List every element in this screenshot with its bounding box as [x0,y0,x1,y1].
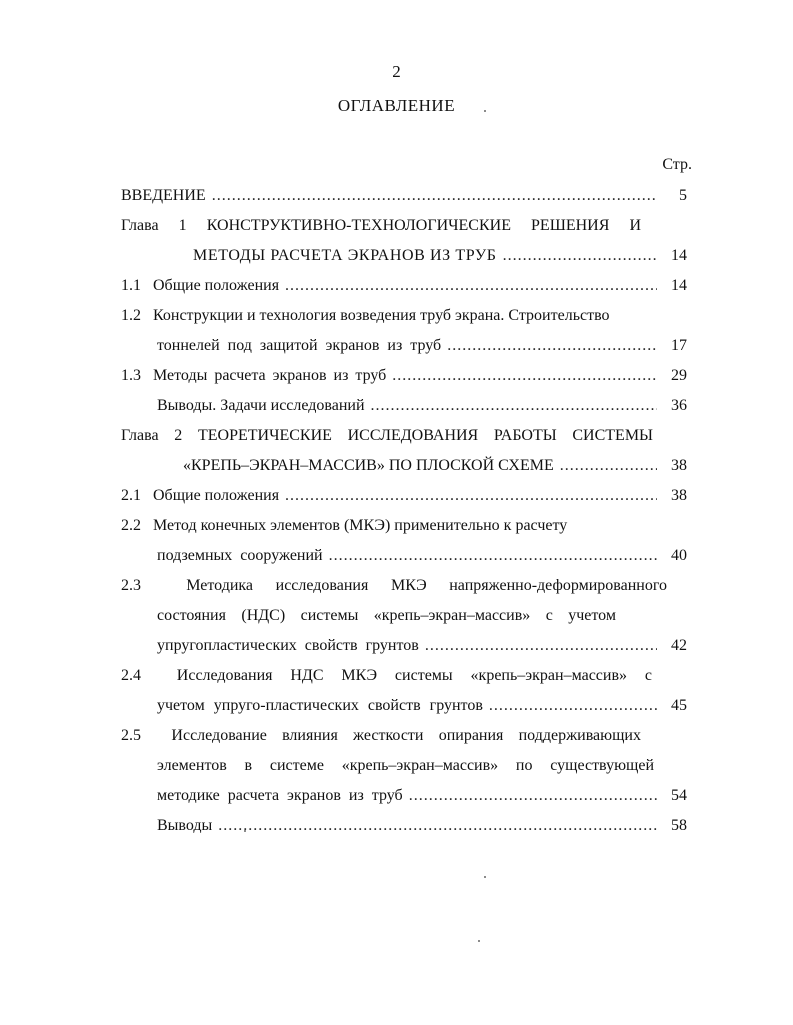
toc-entry-page: 45 [671,697,687,714]
toc-entry-1-3[interactable] [121,366,687,386]
toc-entry-2-1[interactable] [121,486,687,506]
toc-entry-page: 14 [671,277,687,294]
toc-entry-1-2-line2[interactable] [157,336,687,356]
scan-speck [484,110,486,112]
toc-entry-label: Выводы. Задачи исследований [157,397,365,414]
toc-entry-1-1[interactable] [121,276,687,296]
toc-entry-line1: Исследование влияния жесткости опирания поддерживающих [171,727,641,744]
toc-entry-line2: тоннелей под защитой экранов из труб [157,337,442,354]
toc-entry-1-2-line1[interactable] [121,306,661,326]
page-number: 2 [392,62,401,81]
toc-entry-2-3-line2[interactable] [157,606,616,626]
scan-speck [244,830,246,832]
chapter-label: Глава 1 [121,217,187,234]
toc-entry-label: Общие положения [153,487,280,504]
leader-dots [371,396,657,416]
leader-dots [425,636,657,656]
toc-entry-2-2-line1[interactable] [121,516,661,536]
toc-entry-page: 29 [671,367,687,384]
toc-entry-introduction[interactable] [121,186,687,206]
toc-entry-line1: Методика исследования МКЭ напряженно-деформированного [186,577,668,594]
leader-dots [409,786,657,806]
leader-dots [285,276,657,296]
leader-dots [447,336,657,356]
toc-entry-2-5-line2[interactable] [157,756,654,776]
toc-entry-label: Выводы [157,817,213,834]
toc-entry-label: Методы расчета экранов из труб [153,367,387,384]
toc-title: ОГЛАВЛЕНИЕ [337,96,456,115]
chapter-title-line2: МЕТОДЫ РАСЧЕТА ЭКРАНОВ ИЗ ТРУБ [193,247,497,264]
scan-speck [484,876,486,878]
toc-entry-conclusions-2[interactable] [157,816,687,836]
leader-dots [212,186,657,206]
section-number: 2.3 [121,577,141,594]
toc-entry-2-5-line1[interactable] [121,726,641,746]
toc-entry-line1: Исследования НДС МКЭ системы «крепь–экран–массив» с [176,667,653,684]
toc-entry-2-2-line2[interactable] [157,546,687,566]
leader-dots [218,816,657,836]
toc-entry-line2: элементов в системе «крепь–экран–массив» по существующей [157,757,654,774]
toc-entry-line2: подземных сооружений [157,547,323,564]
section-number: 1.2 [121,307,141,324]
scan-speck [478,940,480,942]
leader-dots [285,486,657,506]
toc-entry-page: 36 [671,397,687,414]
section-number: 1.1 [121,277,141,294]
toc-entry-page: 40 [671,547,687,564]
toc-entry-page: 14 [671,247,687,264]
toc-entry-2-3-line1[interactable] [121,576,667,596]
toc-entry-2-5-line3[interactable] [157,786,687,806]
toc-entry-page: 17 [671,337,687,354]
chapter-label: Глава 2 [121,427,183,444]
toc-entry-line2: состояния (НДС) системы «крепь–экран–массив» с учетом [157,607,616,624]
chapter-title-line2: «КРЕПЬ–ЭКРАН–МАССИВ» ПО ПЛОСКОЙ СХЕМЕ [183,457,554,474]
leader-dots [503,246,657,266]
toc-chapter-2-line1[interactable] [121,426,653,446]
leader-dots [489,696,657,716]
section-number: 2.2 [121,517,141,534]
toc-entry-2-4-line1[interactable] [121,666,652,686]
toc-chapter-2-line2[interactable] [183,456,687,476]
toc-entry-label: Общие положения [153,277,280,294]
section-number: 2.5 [121,727,141,744]
toc-entry-page: 54 [671,787,687,804]
section-number: 1.3 [121,367,141,384]
toc-entry-line3: методике расчета экранов из труб [157,787,403,804]
section-number: 2.1 [121,487,141,504]
toc-entry-label: ВВЕДЕНИЕ [121,187,206,204]
toc-entry-line3: упругопластических свойств грунтов [157,637,419,654]
toc-entry-page: 5 [679,187,687,204]
toc-entry-2-3-line3[interactable] [157,636,687,656]
toc-chapter-1-line1[interactable] [121,216,641,236]
page-column-label: Стр. [662,156,692,173]
toc-entry-page: 38 [671,457,687,474]
toc-entry-page: 38 [671,487,687,504]
toc-entry-line1: Конструкции и технология возведения труб экрана. Строительство [153,307,610,324]
leader-dots [560,456,657,476]
toc-entry-2-4-line2[interactable] [157,696,687,716]
toc-entry-line2: учетом упруго-пластических свойств грунтов [157,697,483,714]
toc-chapter-1-line2[interactable] [193,246,687,266]
toc-entry-conclusions-1[interactable] [157,396,687,416]
leader-dots [329,546,657,566]
chapter-title-line1: ТЕОРЕТИЧЕСКИЕ ИССЛЕДОВАНИЯ РАБОТЫ СИСТЕМЫ [197,427,654,444]
toc-entry-page: 58 [671,817,687,834]
toc-entry-line1: Метод конечных элементов (МКЭ) применительно к расчету [153,517,568,534]
toc-entry-page: 42 [671,637,687,654]
section-number: 2.4 [121,667,141,684]
chapter-title-line1: КОНСТРУКТИВНО-ТЕХНОЛОГИЧЕСКИЕ РЕШЕНИЯ И [206,217,642,234]
leader-dots [392,366,657,386]
